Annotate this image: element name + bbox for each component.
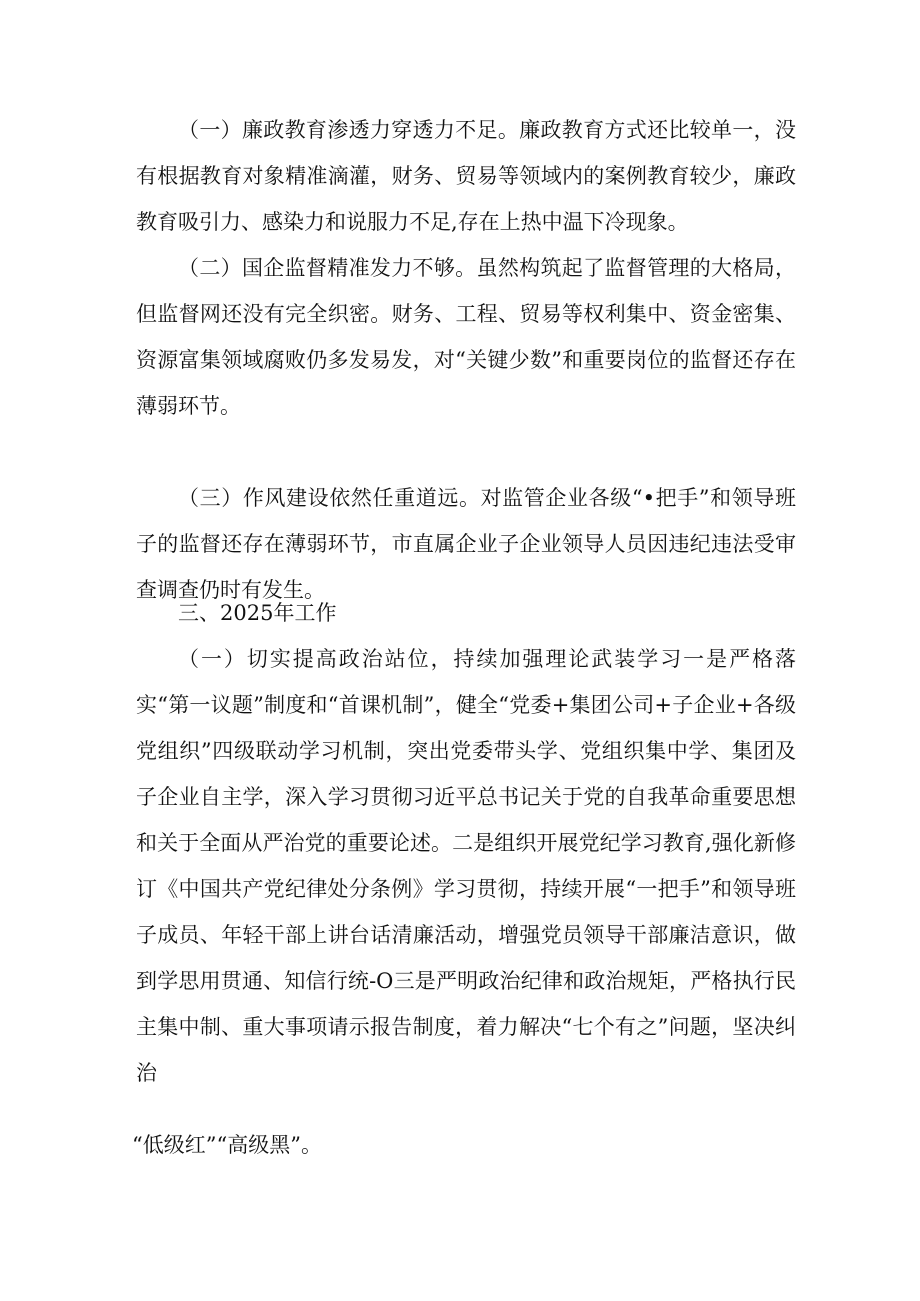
paragraph-education-insufficient: （一）廉政教育渗透力穿透力不足。廉政教育方式还比较单一，没有根据教育对象精准滴灌，财务、贸易等领域内的案例教育较少，廉政教育吸引力、感染力和说服力不足,存在上热中温下冷现象。 [136,118,796,234]
closing-line: “低级红”“高级黑”。 [132,1133,322,1157]
section-heading: 三、2025年工作 [178,601,337,625]
paragraph-political-stance: （一）切实提高政治站位，持续加强理论武装学习一是严格落实“第一议题”制度和“首课机制”，健全“党委+集团公司+子企业+各级党组织”四级联动学习机制，突出党委带头学、党组织集中学、集团及子企业自主学，深入学习贯彻习近平总书记关于党的自我革命重要思想和关于全面从严治党的重要论述。二是组织开展党纪学习教育,强化新修订《中国共产党纪律处分条例》学习贯彻，持续开展“一把手”和领导班子成员、年轻干部上讲台话清廉活动，增强党员领导干部廉洁意识，做到学思用贯通、知信行统-O三是严明政治纪律和政治规矩，严格执行民主集中制、重大事项请示报告制度，着力解决“七个有之”问题，坚决纠治 [136,647,796,1085]
paragraph-work-style: （三）作风建设依然任重道远。对监管企业各级“•把手”和领导班子的监督还存在薄弱环节，市直属企业子企业领导人员因违纪违法受审查调查仍时有发生。 [136,486,796,602]
paragraph-supervision-insufficient: （二）国企监督精准发力不够。虽然构筑起了监督管理的大格局，但监督网还没有完全织密。财务、工程、贸易等权利集中、资金密集、资源富集领域腐败仍多发易发，对“关键少数”和重要岗位的监督还存在薄弱环节。 [136,256,796,418]
